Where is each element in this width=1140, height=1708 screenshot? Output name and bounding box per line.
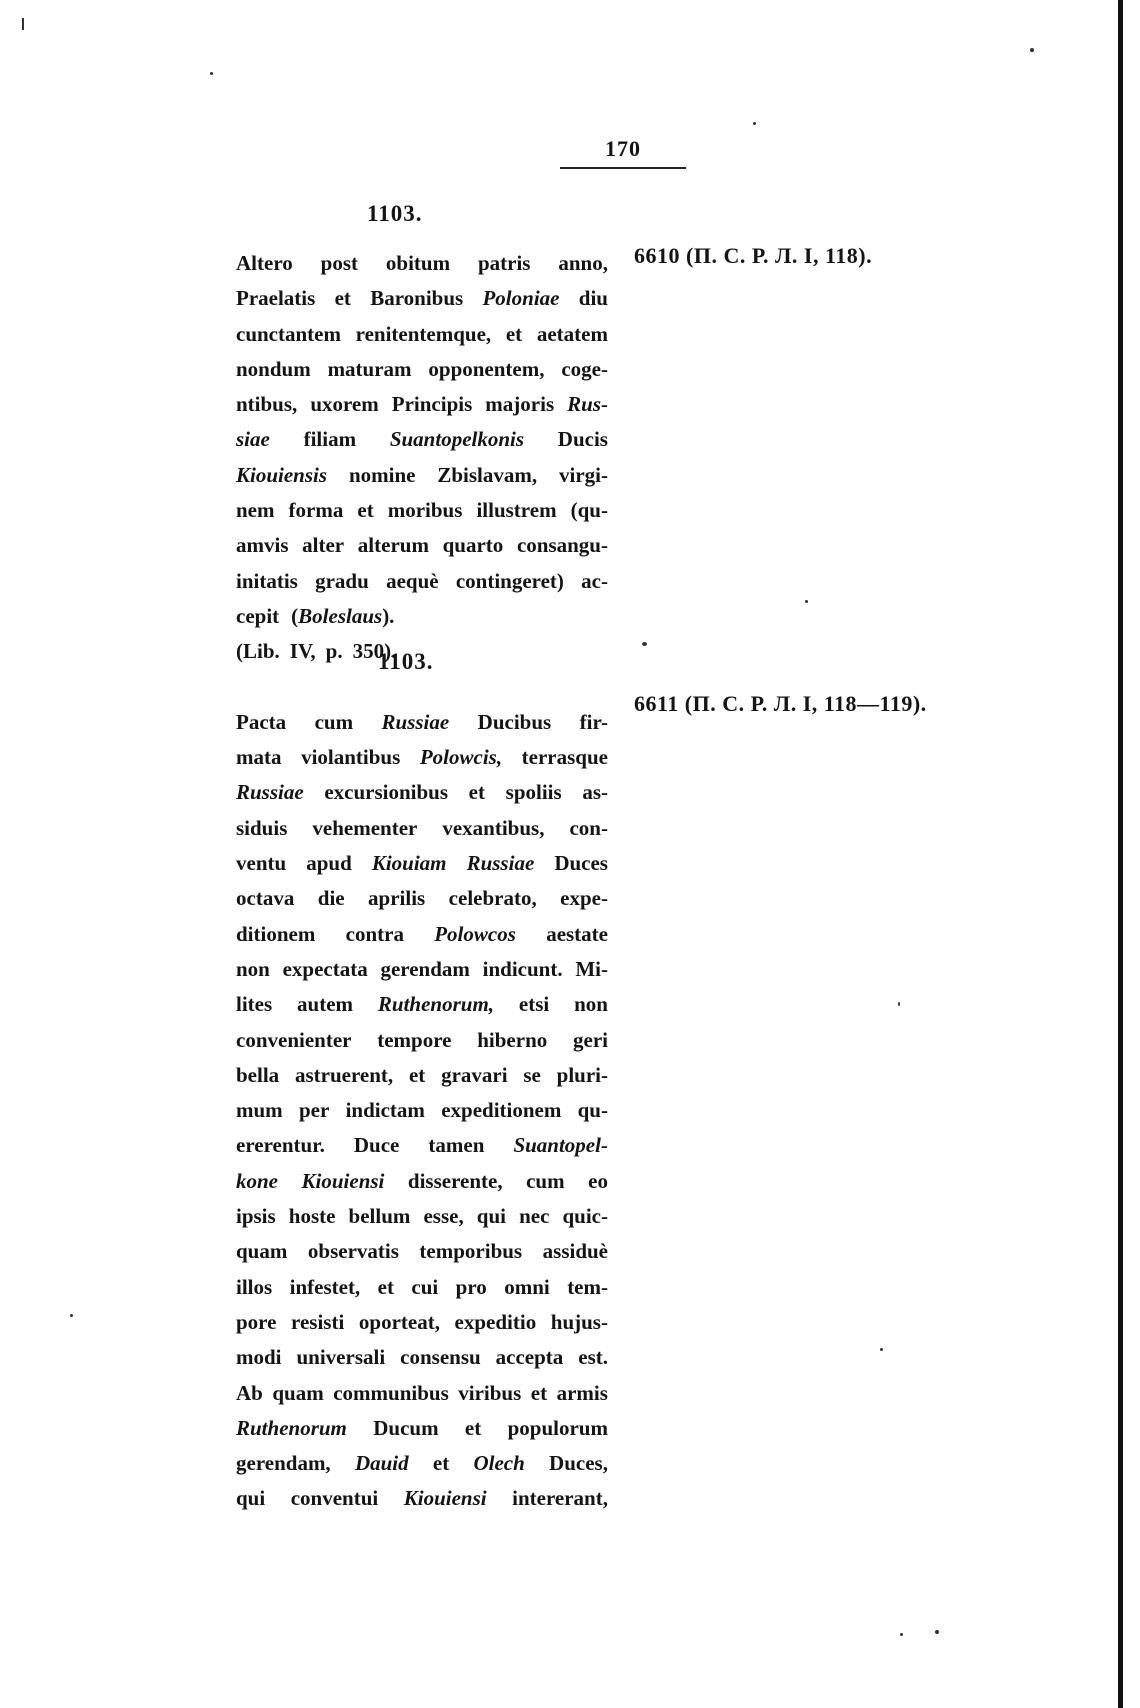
word: cui xyxy=(411,1274,439,1299)
scan-speck xyxy=(1030,48,1034,52)
text-line xyxy=(236,1234,608,1269)
word: Baronibus xyxy=(370,286,464,311)
entry-year: 1103. xyxy=(378,649,434,674)
word: indictam xyxy=(345,1098,425,1123)
italic-word: siae xyxy=(236,427,270,452)
word: consangu- xyxy=(516,533,608,558)
word: Ducibus xyxy=(477,709,552,734)
word: universali xyxy=(296,1345,386,1370)
text-line xyxy=(236,1128,608,1163)
word: diu xyxy=(578,286,608,311)
word: expeditionem xyxy=(441,1098,562,1123)
word: opponentem, xyxy=(428,356,545,381)
word: siduis xyxy=(236,815,288,840)
italic-word: Russiae xyxy=(466,851,535,876)
word: illos xyxy=(236,1274,273,1299)
word: ac- xyxy=(581,568,608,593)
header-rule xyxy=(560,167,686,169)
word: modi xyxy=(236,1345,282,1370)
word: initatis xyxy=(236,568,298,593)
text-line xyxy=(236,599,608,634)
italic-word: Kiouiensis xyxy=(236,462,328,487)
text-line xyxy=(236,1164,608,1199)
text-line xyxy=(236,458,608,493)
word: convenienter xyxy=(236,1027,352,1052)
word: Zbislavam, xyxy=(437,462,538,487)
word: apud xyxy=(306,851,352,876)
word: resisti xyxy=(291,1309,345,1334)
word: cunctantem xyxy=(236,321,341,346)
word: assiduè xyxy=(542,1239,608,1264)
word: cepit xyxy=(236,603,280,628)
word: ererentur. xyxy=(236,1133,325,1158)
text-line xyxy=(236,317,608,352)
italic-word: Suantopelkonis xyxy=(389,427,525,452)
word: et xyxy=(334,286,351,311)
main-text-column xyxy=(236,246,608,1517)
word: esse, xyxy=(423,1204,464,1229)
word: post xyxy=(320,251,359,275)
word: alterum xyxy=(357,533,429,558)
word: omni xyxy=(504,1274,550,1299)
text-line xyxy=(236,811,608,846)
word: mum xyxy=(236,1098,283,1123)
word: et xyxy=(468,780,485,805)
text-line xyxy=(236,1023,608,1058)
text-line xyxy=(236,705,608,740)
scan-speck xyxy=(70,1314,73,1317)
word: bellum xyxy=(348,1204,411,1229)
italic-word: Poloniae xyxy=(482,286,560,311)
word: quarto xyxy=(442,533,504,558)
word: Ducis xyxy=(557,427,608,452)
word: hoste xyxy=(288,1204,336,1229)
text-line xyxy=(236,1270,608,1305)
word: non xyxy=(574,992,608,1017)
word: violantibus xyxy=(301,745,401,770)
word: conventui xyxy=(290,1486,379,1511)
scan-speck xyxy=(935,1630,939,1634)
text-line xyxy=(236,1340,608,1375)
italic-word: Boleslaus xyxy=(298,603,383,628)
word: fir- xyxy=(579,709,608,734)
word: et xyxy=(464,1415,482,1440)
word: terrasque xyxy=(521,745,608,770)
italic-word: Suantopel- xyxy=(513,1133,608,1158)
word: die xyxy=(317,886,345,911)
word: contingeret) xyxy=(455,568,564,593)
italic-word: Rus- xyxy=(567,392,608,417)
scan-speck xyxy=(22,18,24,30)
italic-word: Russiae xyxy=(236,780,304,805)
text-line xyxy=(236,881,608,916)
word: observatis xyxy=(307,1239,399,1264)
word: ipsis xyxy=(236,1204,276,1229)
word: vehementer xyxy=(312,815,418,840)
word: renitentemque, xyxy=(355,321,492,346)
word: uxorem xyxy=(310,392,379,417)
text-line xyxy=(236,775,608,810)
word: etsi xyxy=(518,992,550,1017)
word: ventu xyxy=(236,851,287,876)
word: con- xyxy=(569,815,608,840)
word: nomine xyxy=(348,462,416,487)
word: mata xyxy=(236,745,282,770)
word: expeditio xyxy=(454,1309,537,1334)
word: hujus- xyxy=(550,1309,608,1334)
word: armis xyxy=(556,1380,608,1405)
italic-word: Ruthenorum, xyxy=(377,992,495,1017)
word: oporteat, xyxy=(358,1309,440,1334)
scan-speck xyxy=(753,122,756,125)
word: maturam xyxy=(327,356,412,381)
text-line xyxy=(236,564,608,599)
word: gerendam, xyxy=(236,1451,331,1476)
word: alter xyxy=(302,533,345,558)
word: aestate xyxy=(546,921,608,946)
scan-speck xyxy=(805,600,808,603)
word: viribus xyxy=(458,1380,522,1405)
entry-year: 1103. xyxy=(367,201,423,226)
word: Ducum xyxy=(373,1415,439,1440)
word: gerendam xyxy=(380,956,470,981)
chronicle-reference: 6610 (П. С. Р. Л. I, 118). xyxy=(634,243,873,268)
word: patris xyxy=(477,251,531,275)
word: infestet, xyxy=(289,1274,361,1299)
italic-word: Russiae xyxy=(381,709,450,734)
word: per xyxy=(298,1098,330,1123)
word: nem xyxy=(236,498,275,523)
italic-word: Polowcos xyxy=(434,921,516,946)
word: Pacta xyxy=(236,709,287,734)
text-line xyxy=(236,281,608,316)
word: contra xyxy=(345,921,404,946)
word: vexantibus, xyxy=(442,815,545,840)
word: tem- xyxy=(567,1274,608,1299)
scan-speck xyxy=(210,72,213,75)
word: non xyxy=(236,956,270,981)
word: est. xyxy=(578,1345,608,1370)
italic-word: Dauid xyxy=(354,1451,409,1476)
word: se xyxy=(523,1062,541,1087)
italic-word: Olech xyxy=(473,1451,525,1476)
word: Mi- xyxy=(575,956,608,981)
word: qui xyxy=(476,1204,506,1229)
italic-word: Kiouiensi xyxy=(403,1486,487,1511)
word: quam xyxy=(236,1239,288,1264)
word: Altero xyxy=(236,251,293,275)
word: cum xyxy=(314,709,354,734)
text-line xyxy=(236,246,608,281)
year-heading-spacer xyxy=(236,670,608,705)
word: tempore xyxy=(377,1027,452,1052)
word: nec xyxy=(519,1204,550,1229)
word: (qu- xyxy=(570,498,608,523)
word: et xyxy=(432,1451,450,1476)
word: gradu xyxy=(315,568,369,593)
word: nondum xyxy=(236,356,311,381)
word: aequè xyxy=(386,568,439,593)
page-number: 170 xyxy=(605,136,641,161)
word: hiberno xyxy=(477,1027,548,1052)
word: (Lib. xyxy=(236,639,280,664)
chronicle-reference: 6611 (П. С. Р. Л. I, 118—119). xyxy=(634,691,927,716)
italic-word: Ruthenorum xyxy=(236,1415,347,1440)
word: accepta xyxy=(495,1345,564,1370)
word: Duce xyxy=(353,1133,400,1158)
text-line xyxy=(236,740,608,775)
word: temporibus xyxy=(419,1239,523,1264)
word: octava xyxy=(236,886,295,911)
text-line xyxy=(236,387,608,422)
word: ntibus, xyxy=(236,392,298,417)
text-line xyxy=(236,1411,608,1446)
text-line xyxy=(236,1199,608,1234)
text-line xyxy=(236,846,608,881)
word: ditionem xyxy=(236,921,316,946)
word: p. xyxy=(325,639,343,664)
text-line xyxy=(236,493,608,528)
scan-speck xyxy=(898,1002,900,1006)
word: gravari xyxy=(441,1062,508,1087)
word: autem xyxy=(297,992,354,1017)
word: celebrato, xyxy=(448,886,537,911)
italic-word: Kiouiensi xyxy=(301,1168,385,1193)
italic-word: kone xyxy=(236,1168,278,1193)
text-line xyxy=(236,1305,608,1340)
word: spoliis xyxy=(505,780,562,805)
word: as- xyxy=(582,780,608,805)
word: communibus xyxy=(333,1380,449,1405)
word: astruerent, xyxy=(294,1062,394,1087)
word: indicunt. xyxy=(482,956,563,981)
word: filiam xyxy=(303,427,357,452)
word: majoris xyxy=(485,392,555,417)
word: obitum xyxy=(385,251,451,275)
word: anno, xyxy=(558,251,608,275)
text-line xyxy=(236,917,608,952)
word: Duces, xyxy=(549,1451,608,1476)
italic-word: Kiouiam xyxy=(371,851,447,876)
scan-speck xyxy=(642,642,647,646)
text-line xyxy=(236,1058,608,1093)
page-edge-rule xyxy=(1118,0,1123,1708)
word: et xyxy=(377,1274,394,1299)
text-line xyxy=(236,1376,608,1411)
word: forma xyxy=(288,498,344,523)
word: et xyxy=(357,498,374,523)
word: et xyxy=(530,1380,548,1405)
word: tamen xyxy=(428,1133,485,1158)
text-line xyxy=(236,987,608,1022)
word: Duces xyxy=(554,851,608,876)
word: expe- xyxy=(560,886,608,911)
word: bella xyxy=(236,1062,280,1087)
text-line xyxy=(236,352,608,387)
word: cum xyxy=(526,1168,565,1193)
text-line xyxy=(236,1093,608,1128)
word: coge- xyxy=(561,356,608,381)
word: pore xyxy=(236,1309,277,1334)
word: IV, xyxy=(289,639,316,664)
word: pro xyxy=(455,1274,487,1299)
word: et xyxy=(505,321,523,346)
text-line xyxy=(236,952,608,987)
word: moribus xyxy=(387,498,463,523)
word: 350). xyxy=(352,639,397,664)
word: populorum xyxy=(507,1415,608,1440)
text-line xyxy=(236,422,608,457)
scan-speck xyxy=(900,1633,903,1636)
word: expectata xyxy=(282,956,368,981)
word: aprilis xyxy=(368,886,426,911)
word: Praelatis xyxy=(236,286,316,311)
word: qu- xyxy=(577,1098,608,1123)
word: aetatem xyxy=(536,321,608,346)
word: consensu xyxy=(400,1345,481,1370)
word: et xyxy=(408,1062,426,1087)
text-line xyxy=(236,1481,608,1516)
text-line xyxy=(236,1446,608,1481)
word: qui xyxy=(236,1486,266,1511)
word: virgi- xyxy=(559,462,608,487)
word: pluri- xyxy=(556,1062,608,1087)
word: geri xyxy=(573,1027,608,1052)
text-line xyxy=(236,528,608,563)
word: quic- xyxy=(562,1204,608,1229)
word: amvis xyxy=(236,533,289,558)
word: intererant, xyxy=(512,1486,608,1511)
scan-speck xyxy=(880,1348,883,1351)
word: eo xyxy=(588,1168,608,1193)
text-line xyxy=(236,634,608,669)
word: illustrem xyxy=(476,498,557,523)
word: excursionibus xyxy=(324,780,449,805)
word: ). xyxy=(382,603,395,628)
word: Principis xyxy=(391,392,473,417)
word: quam xyxy=(272,1380,324,1405)
word: disserente, xyxy=(407,1168,503,1193)
word: lites xyxy=(236,992,273,1017)
word: ( xyxy=(291,603,299,628)
italic-word: Polowcis, xyxy=(419,745,503,770)
word: Ab xyxy=(236,1380,263,1405)
